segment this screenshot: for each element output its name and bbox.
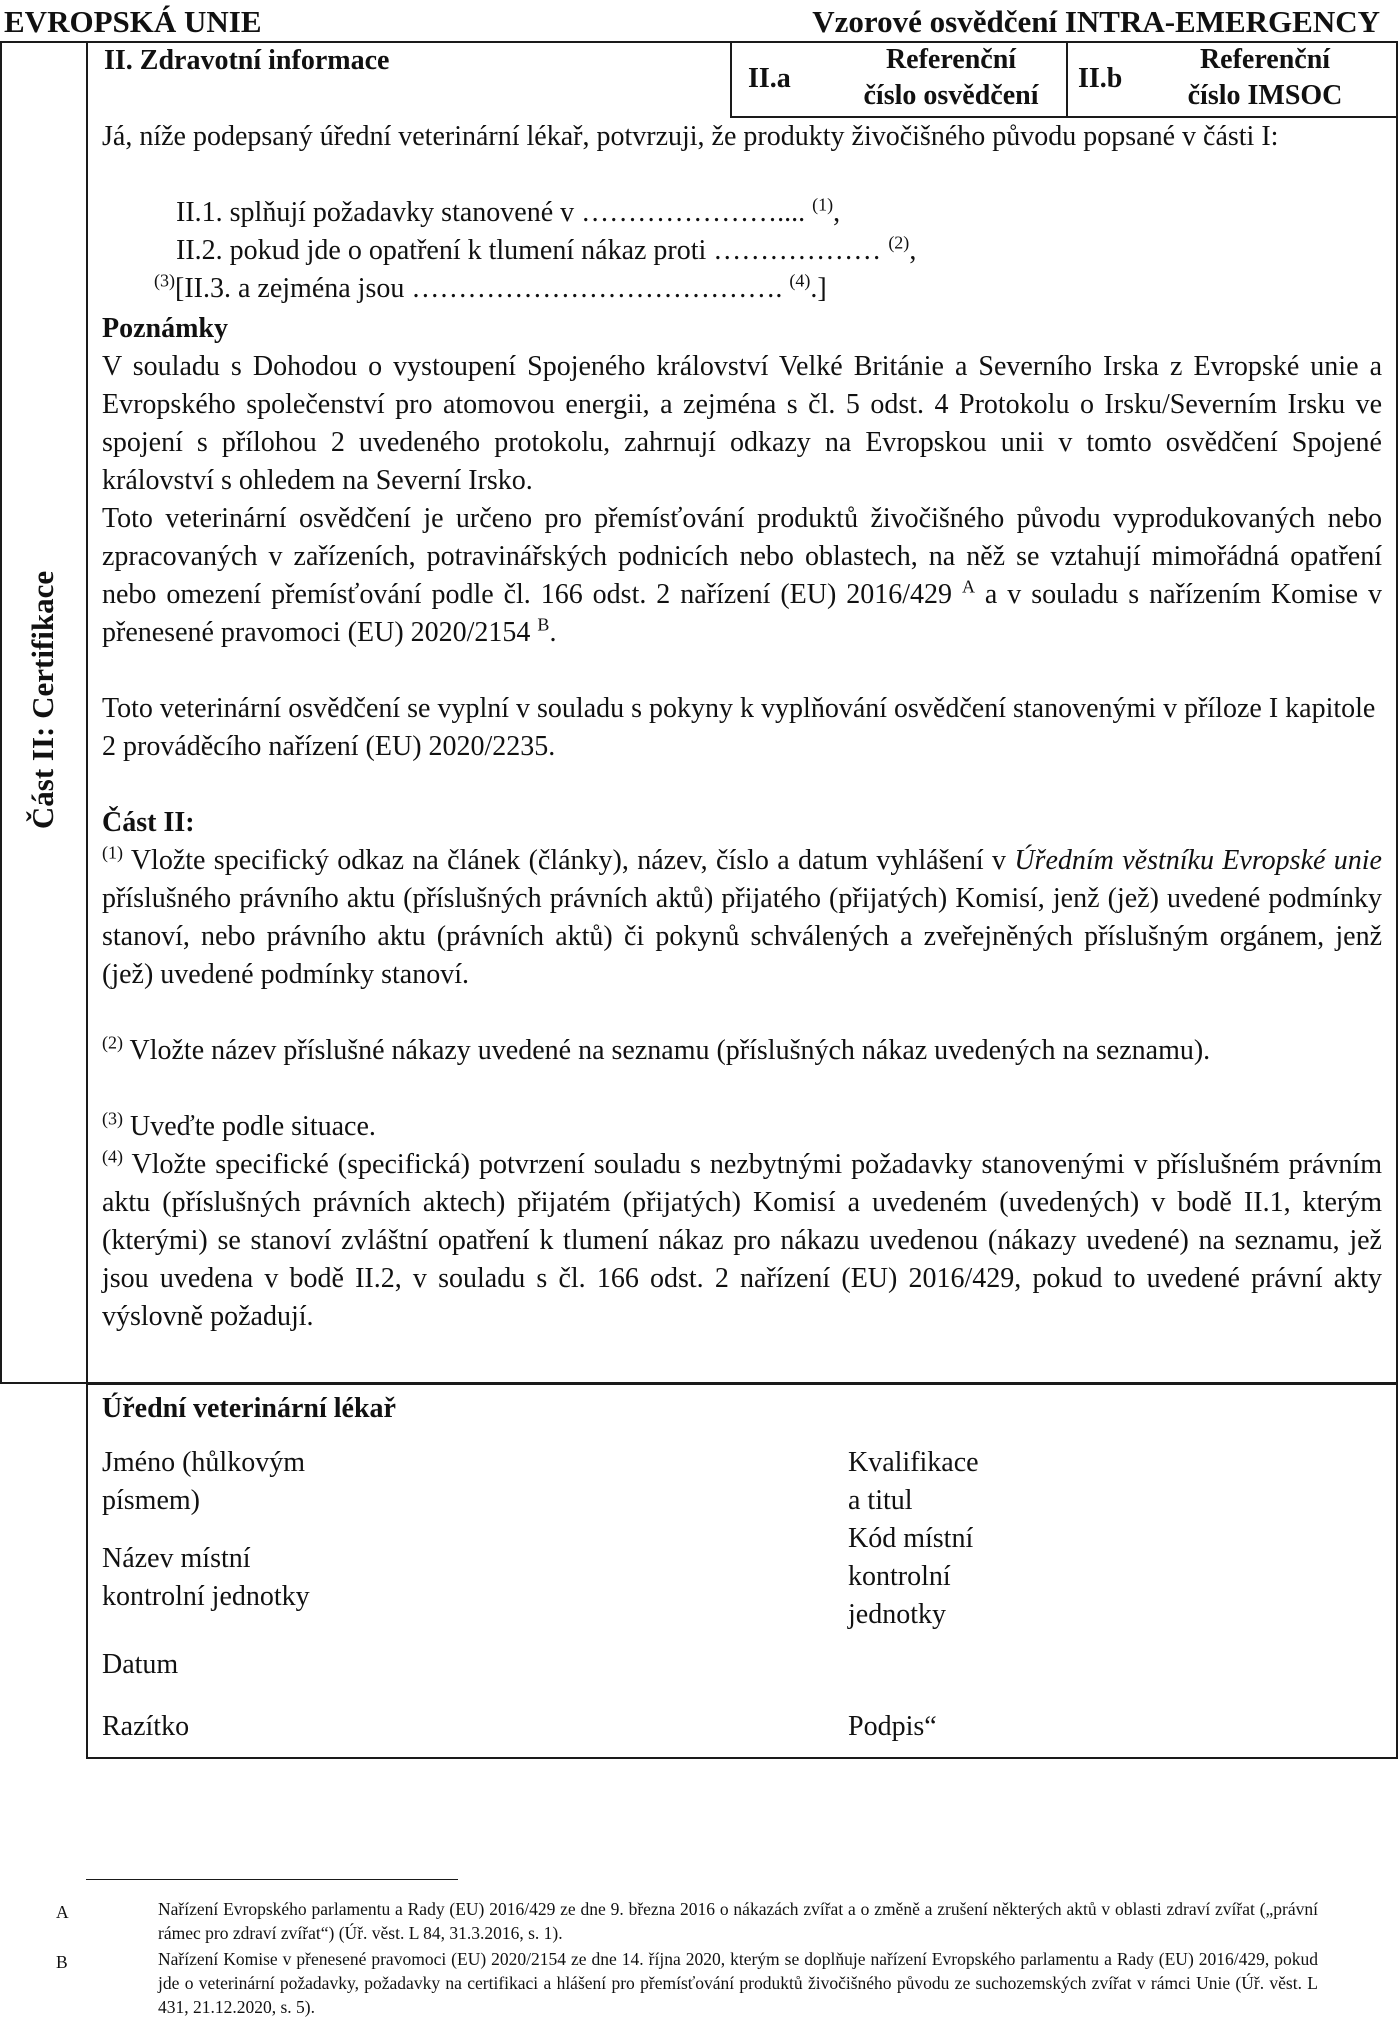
ref-a-label xyxy=(826,42,1076,114)
ref-b-label xyxy=(1150,42,1380,114)
ref-a-label-line1: Referenční xyxy=(885,44,1017,75)
item3-sup: (4) xyxy=(789,270,811,291)
part2-title: Část II: xyxy=(102,807,195,838)
declaration-item-3 xyxy=(154,270,827,308)
side-label: Část II: Certifikace xyxy=(25,570,60,830)
item3-end: .] xyxy=(810,273,827,304)
signature-date-label: Datum xyxy=(102,1649,179,1680)
item2-end: , xyxy=(909,235,917,266)
footnote-b-text: Nařízení Komise v přenesené pravomoci (EU) 2020/2154 ze dne 14. října 2020, kterým se doplňuje nařízení Evropského parlamentu a Rady (EU) 2016/429, pokud jde o veterinární požadavky, požadavky na certifikaci a hlášení pro přemísťování produktů živočišného původu ze suchozemských zvířat v rámci Unie (Úř. věst. L 431, 21.12.2020, s. 5). xyxy=(158,1949,1318,2017)
item3-text: [II.3. a zejména jsou …………………………………. xyxy=(175,273,790,304)
footnote-a-mark: A xyxy=(56,1902,69,1922)
ref-b-label-line1: Referenční xyxy=(1199,44,1331,75)
notes-paragraph-3: Toto veterinární osvědčení se vyplní v souladu s pokyny k vyplňování osvědčení stanovenými v příloze I kapitole 2 prováděcího nařízení (EU) 2020/2235. xyxy=(102,693,1376,762)
signature-qualification-label xyxy=(848,1444,979,1520)
n2-text: Vložte název příslušné nákazy uvedené na seznamu (příslušných nákaz uvedených na seznamu). xyxy=(123,1035,1211,1066)
item1-end: , xyxy=(833,197,841,228)
n1-sup: (1) xyxy=(102,842,123,863)
item1-sup: (1) xyxy=(812,194,834,215)
p2-sup-b: B xyxy=(537,614,550,635)
declaration-item-2 xyxy=(176,232,916,270)
part2-note-2 xyxy=(102,1032,1382,1070)
declaration-intro: Já, níže podepsaný úřední veterinární lékař, potvrzuji, že produkty živočišného původu popsané v části I: xyxy=(102,121,1279,152)
signature-stamp-label: Razítko xyxy=(102,1711,190,1742)
footnote-a-text: Nařízení Evropského parlamentu a Rady (EU) 2016/429 ze dne 9. března 2016 o nákazách zvířat a o změně a zrušení některých aktů v oblasti zdraví zvířat („právní rámec pro zdraví zvířat“) (Úř. věst. L 84, 31.3.2016, s. 1). xyxy=(158,1899,1318,1943)
side-label-column xyxy=(0,0,86,1385)
name-line1: Jméno (hůlkovým xyxy=(102,1447,305,1478)
notes-title: Poznámky xyxy=(102,313,228,344)
signature-sign-label: Podpis“ xyxy=(848,1711,937,1742)
p2-b: a v souladu s nařízením Komise v přenesené pravomoci (EU) 2020/2154 xyxy=(102,579,1383,648)
n4-sup: (4) xyxy=(102,1146,123,1167)
item2-text: II.2. pokud jde o opatření k tlumení nákaz proti ……………… xyxy=(176,235,889,266)
p2-sup-a: A xyxy=(961,576,975,597)
unit-name-line2: kontrolní jednotky xyxy=(102,1581,310,1612)
n3-text: Uveďte podle situace. xyxy=(123,1111,376,1142)
p2-a: Toto veterinární osvědčení je určeno pro přemísťování produktů živočišného původu vyprodukovaných nebo zpracovaných v zařízeních, potravinářských podnicích nebo oblastech, na něž se vztahují mimořádná opatření nebo omezení přemísťování podle čl. 166 odst. 2 nařízení (EU) 2016/429 xyxy=(102,503,1382,610)
qual-line1: Kvalifikace xyxy=(848,1447,979,1478)
unit-name-line1: Název místní xyxy=(102,1543,251,1574)
declaration-item-1 xyxy=(176,194,840,232)
ref-a-label-line2: číslo osvědčení xyxy=(863,80,1039,111)
ref-a-border-left xyxy=(730,41,732,118)
notes-paragraph-2 xyxy=(102,500,1382,652)
header-certificate-model: Vzorové osvědčení INTRA-EMERGENCY xyxy=(812,4,1380,39)
n1-italic: Úředním věstníku Evropské unie xyxy=(1014,845,1382,876)
n2-sup: (2) xyxy=(102,1032,123,1053)
ref-b-label-line2: číslo IMSOC xyxy=(1187,80,1343,111)
unit-code-line1: Kód místní xyxy=(848,1523,974,1554)
n1-a: Vložte specifický odkaz na článek (články), název, číslo a datum vyhlášení v xyxy=(123,845,1015,876)
signature-unit-code-label xyxy=(848,1520,973,1634)
qual-line2: a titul xyxy=(848,1485,913,1516)
ref-b-border-left xyxy=(1066,41,1068,118)
part2-note-1 xyxy=(102,842,1382,994)
side-column-divider xyxy=(86,41,88,1384)
part2-note-3 xyxy=(102,1108,1382,1146)
ref-b-code: II.b xyxy=(1078,63,1123,94)
item2-sup: (2) xyxy=(888,232,910,253)
notes-paragraph-1: V souladu s Dohodou o vystoupení Spojeného království Velké Británie a Severního Irska z Evropské unie a Evropského společenství pro atomovou energii, a zejména s čl. 5 odst. 4 Protokolu o Irsku/Severním Irsku ve spojení s přílohou 2 uvedeného protokolu, zahrnují odkazy na Evropskou unii v tomto osvědčení Spojené království s ohledem na Severní Irsko. xyxy=(102,351,1382,496)
n4-text: Vložte specifické (specifická) potvrzení souladu s nezbytnými požadavky stanovenými v příslušném právním aktu (příslušných právních aktech) přijatém (přijatých) Komisí a uvedeném (uvedených) v bodě II.1, kterým (kterými) se stanoví zvláštní opatření k tlumení nákaz pro nákazu uvedenou (nákazy uvedené) na seznamu, jež jsou uvedena v bodě II.2, v souladu s čl. 166 odst. 2 nařízení (EU) 2016/429, pokud to uvedené právní akty výslovně požadují. xyxy=(102,1149,1382,1332)
item3-pre-sup: (3) xyxy=(154,270,175,291)
n3-sup: (3) xyxy=(102,1108,123,1129)
footnote-b-mark: B xyxy=(56,1952,68,1972)
ref-a-code: II.a xyxy=(748,63,791,94)
name-line2: písmem) xyxy=(102,1485,200,1516)
section-title: II. Zdravotní informace xyxy=(104,45,390,76)
unit-code-line3: jednotky xyxy=(848,1599,946,1630)
p2-c: . xyxy=(549,617,557,648)
item1-text: II.1. splňují požadavky stanovené v ………………….... xyxy=(176,197,813,228)
header-union: EVROPSKÁ UNIE xyxy=(4,4,262,39)
signature-title: Úřední veterinární lékař xyxy=(102,1393,396,1424)
signature-name-label xyxy=(102,1444,305,1520)
part2-note-4 xyxy=(102,1146,1382,1336)
signature-unit-name-label xyxy=(102,1540,310,1616)
footnote-separator xyxy=(86,1879,458,1880)
unit-code-line2: kontrolní xyxy=(848,1561,951,1592)
n1-b: příslušného právního aktu (příslušných právních aktů) přijatého (přijatých) Komisí, jenž (jež) uvedené podmínky stanoví, nebo právního aktu (právních aktů) či pokynů schválených a zveřejněných příslušným orgánem, jenž (jež) uvedené podmínky stanoví. xyxy=(102,883,1382,990)
